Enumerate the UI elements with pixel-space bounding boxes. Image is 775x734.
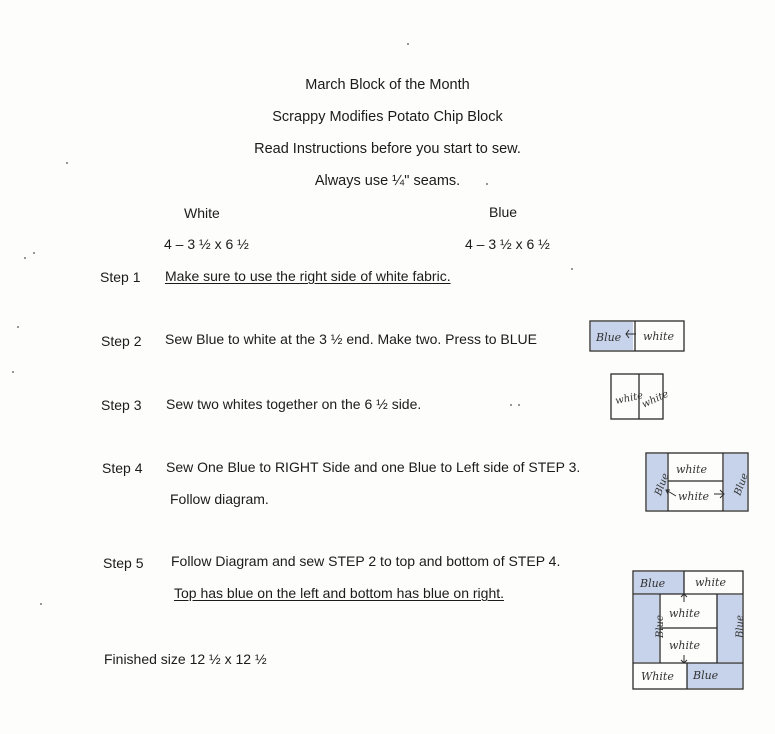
step-4-text: Sew One Blue to RIGHT Side and one Blue to Left side of STEP 3.: [166, 459, 581, 475]
diagram-white-label: white: [678, 490, 709, 503]
scan-speck: [66, 162, 68, 164]
step-5-text-2: Top has blue on the left and bottom has blue on right.: [174, 585, 505, 601]
diagram-white-label: white: [676, 463, 707, 476]
diagram-white-label: white: [669, 607, 700, 620]
seams-note: Always use ¼" seams.: [314, 173, 461, 189]
step-3-diagram: [609, 372, 671, 422]
step-4-diagram: [644, 450, 752, 514]
step-2-label: Step 2: [101, 333, 142, 349]
diagram-white-label: white: [614, 390, 645, 407]
scan-speck: [407, 43, 409, 45]
step-5-diagram: [631, 568, 745, 692]
scan-speck: [571, 268, 573, 270]
step-2-text: Sew Blue to white at the 3 ½ end. Make two. Press to BLUE: [165, 331, 537, 347]
step-3-text: Sew two whites together on the 6 ½ side.: [166, 396, 422, 412]
diagram-white-label: white: [640, 388, 671, 411]
step-2-diagram: [588, 318, 686, 354]
scan-speck: [24, 257, 26, 259]
scan-speck: [486, 183, 488, 185]
diagram-blue-label: Blue: [596, 331, 622, 344]
diagram-white-cap-label: White: [641, 670, 674, 683]
scan-speck: [33, 252, 35, 254]
diagram-blue-label: Blue: [693, 669, 719, 682]
scan-speck: [40, 603, 42, 605]
step-4-label: Step 4: [102, 460, 143, 476]
step-1-label: Step 1: [100, 269, 141, 285]
step-5-label: Step 5: [103, 555, 144, 571]
white-heading: White: [184, 205, 220, 221]
read-instructions-note: Read Instructions before you start to sew.: [254, 141, 521, 157]
diagram-blue-label: Blue: [735, 615, 746, 638]
page-subtitle: Scrappy Modifies Potato Chip Block: [272, 109, 503, 125]
step-3-label: Step 3: [101, 397, 142, 413]
step-5-text: Follow Diagram and sew STEP 2 to top and bottom of STEP 4.: [171, 553, 561, 569]
white-cut: 4 – 3 ½ x 6 ½: [164, 236, 249, 252]
scan-speck: [518, 404, 520, 406]
finished-size: Finished size 12 ½ x 12 ½: [104, 651, 267, 667]
scan-speck: [510, 404, 512, 406]
scan-speck: [12, 371, 14, 373]
diagram-white-label: white: [669, 639, 700, 652]
step-1-text: Make sure to use the right side of white fabric.: [165, 268, 451, 284]
diagram-blue-label: Blue: [655, 615, 666, 638]
blue-cut: 4 – 3 ½ x 6 ½: [465, 236, 550, 252]
diagram-white-label: white: [695, 576, 726, 589]
press-arrow-icon: [681, 655, 687, 663]
blue-heading: Blue: [489, 204, 518, 220]
diagram-blue-label: Blue: [732, 471, 751, 498]
scan-speck: [17, 326, 19, 328]
diagram-white-label: white: [643, 330, 674, 343]
diagram-blue-label: Blue: [640, 577, 666, 590]
page-title: March Block of the Month: [305, 77, 470, 93]
diagram-blue-label: Blue: [653, 471, 672, 498]
step-4-text-2: Follow diagram.: [170, 491, 269, 507]
press-arrow-icon: [681, 594, 687, 602]
